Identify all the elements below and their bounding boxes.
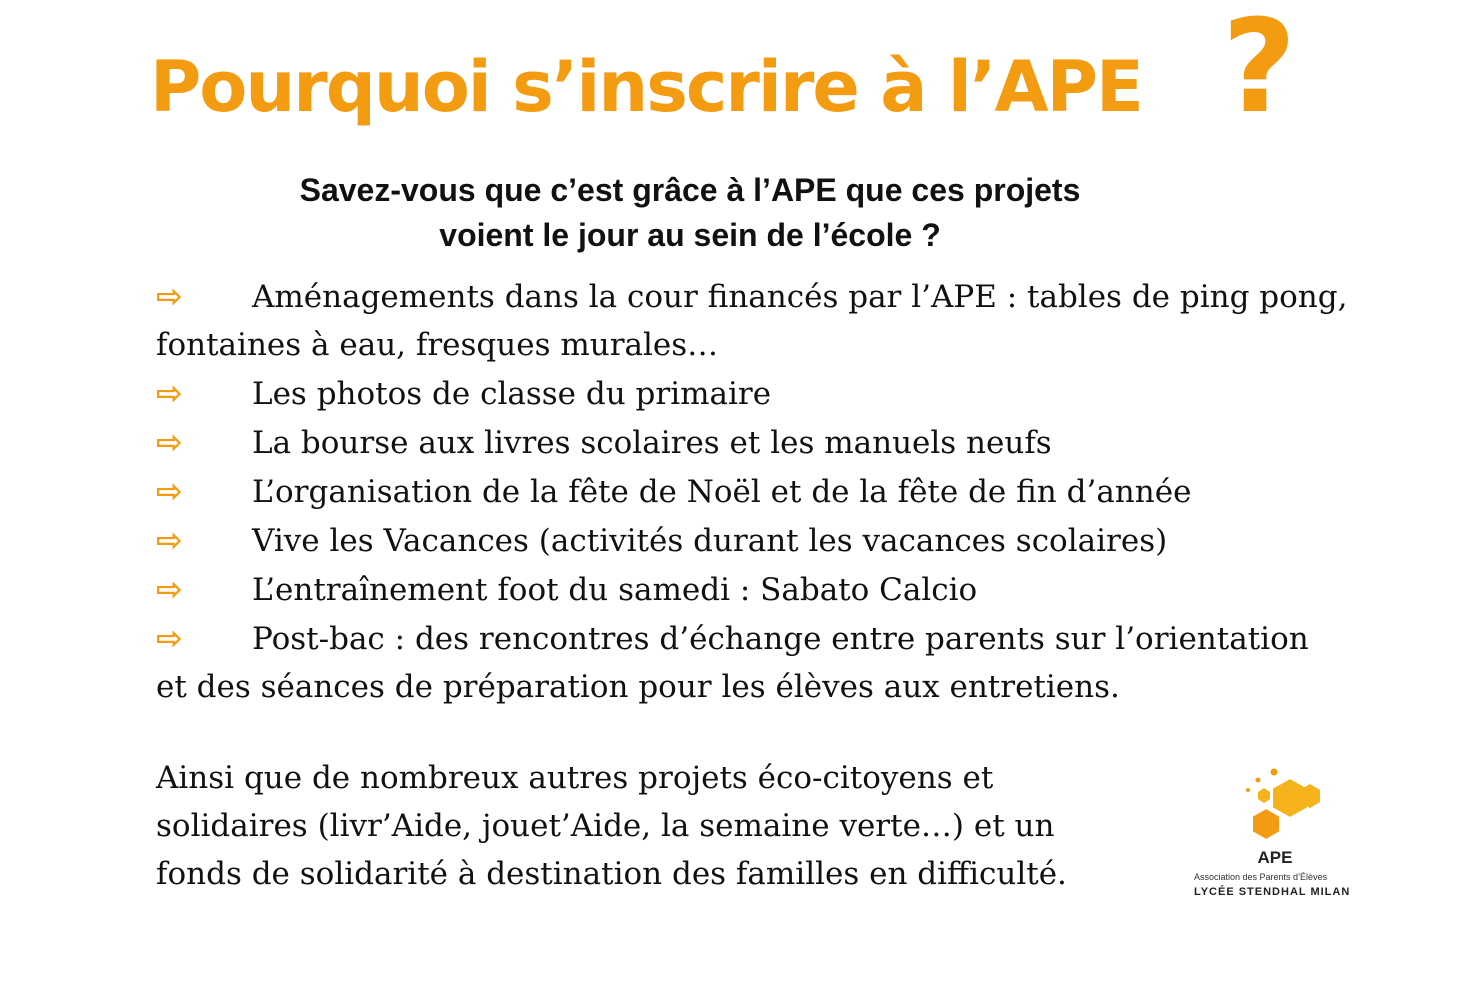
list-item-continuation: et des séances de préparation pour les élèves aux entretiens. — [156, 669, 1120, 705]
list-item — [156, 369, 1406, 418]
right-arrow-icon: ⇨ — [156, 472, 183, 510]
ape-logo — [1190, 766, 1390, 906]
right-arrow-icon: ⇨ — [156, 423, 183, 461]
list-item — [156, 467, 1406, 516]
list-item-continuation: fontaines à eau, fresques murales… — [156, 327, 719, 363]
subtitle-line-1: Savez-vous que c’est grâce à l’APE que ces projets — [299, 172, 1081, 208]
list-item — [156, 516, 1406, 565]
list-item-text: Vive les Vacances (activités durant les vacances scolaires) — [252, 523, 1168, 559]
list-item-text: L’entraînement foot du samedi : Sabato Calcio — [252, 572, 978, 608]
list-item-text: Post-bac : des rencontres d’échange entre parents sur l’orientation — [252, 621, 1309, 657]
right-arrow-icon: ⇨ — [156, 619, 183, 657]
title-question-mark: ? — [1222, 0, 1297, 142]
list-item-text: La bourse aux livres scolaires et les manuels neufs — [252, 425, 1052, 461]
right-arrow-icon: ⇨ — [156, 374, 183, 412]
list-item — [156, 565, 1406, 614]
right-arrow-icon: ⇨ — [156, 570, 183, 608]
list-item — [156, 418, 1406, 467]
subtitle-line-2: voient le jour au sein de l’école ? — [439, 217, 941, 253]
page-title: Pourquoi s’inscrire à l’APE — [150, 46, 1142, 128]
right-arrow-icon: ⇨ — [156, 277, 183, 315]
logo-tagline: Association des Parents d’Élèves — [1194, 872, 1328, 882]
closing-line-2: solidaires (livr’Aide, jouet’Aide, la semaine verte…) et un — [156, 808, 1055, 844]
subtitle — [160, 168, 1220, 258]
list-item-text: Aménagements dans la cour financés par l’APE : tables de ping pong, — [252, 279, 1348, 315]
project-list — [156, 272, 1406, 711]
list-item-text: Les photos de classe du primaire — [252, 376, 772, 412]
closing-line-1: Ainsi que de nombreux autres projets éco-citoyens et — [156, 760, 994, 796]
honeycomb-logo-icon — [1218, 766, 1328, 848]
right-arrow-icon: ⇨ — [156, 521, 183, 559]
list-item — [156, 272, 1406, 321]
list-item — [156, 614, 1406, 663]
closing-line-3: fonds de solidarité à destination des familles en difficulté. — [156, 856, 1067, 892]
logo-school: LYCÉE STENDHAL MILAN — [1194, 886, 1351, 898]
closing-paragraph — [156, 754, 1136, 898]
list-item-text: L’organisation de la fête de Noël et de la fête de fin d’année — [252, 474, 1192, 510]
logo-name: APE — [1257, 848, 1293, 867]
